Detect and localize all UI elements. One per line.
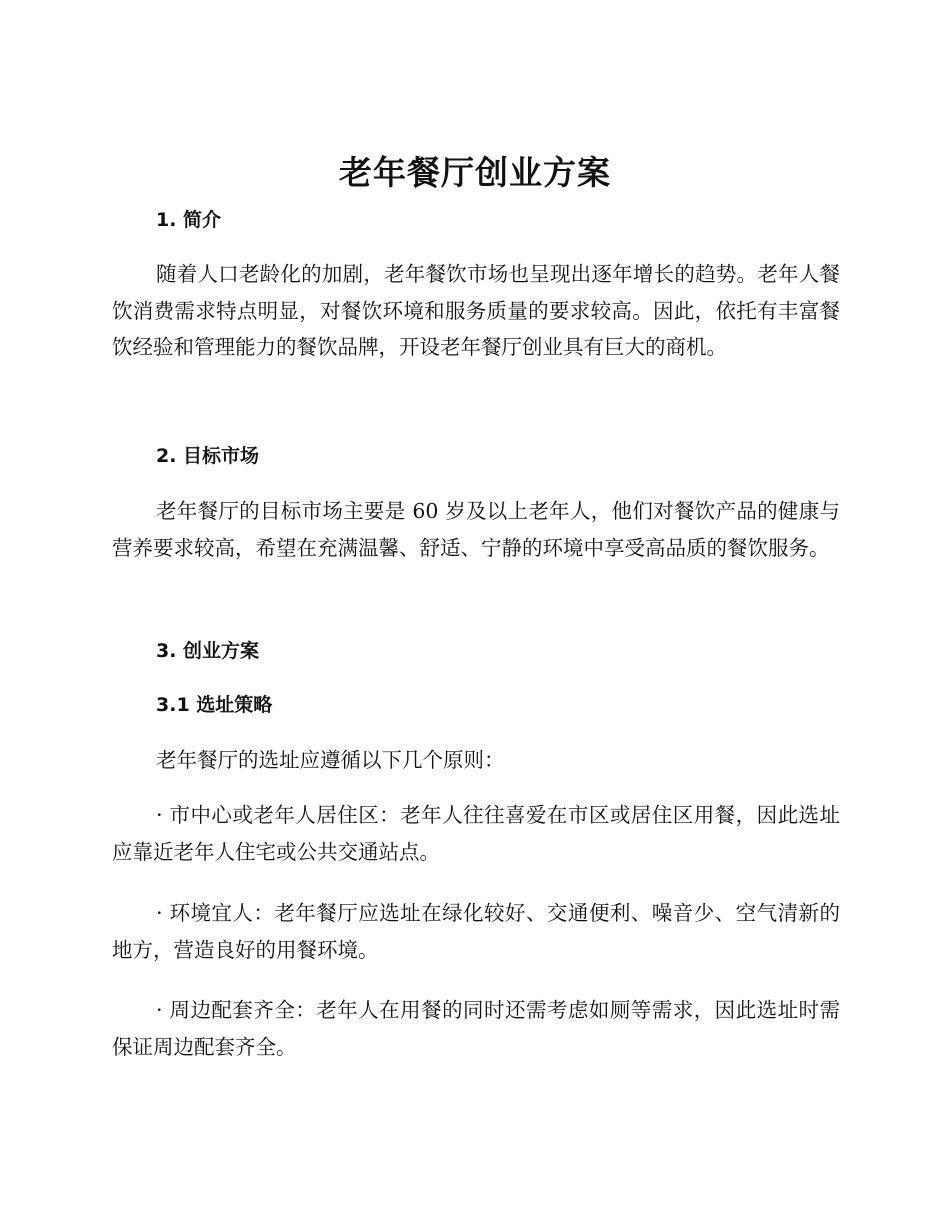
list-item: · 环境宜人：老年餐厅应选址在绿化较好、交通便利、噪音少、空气清新的地方，营造良好的用餐环境。 <box>112 901 840 962</box>
target-market-paragraph: 老年餐厅的目标市场主要是 60 岁及以上老年人，他们对餐饮产品的健康与营养要求较高，希望在充满温馨、舒适、宁静的环境中享受高品质的餐饮服务。 <box>112 499 840 560</box>
document-title: 老年餐厅创业方案 <box>339 153 611 192</box>
section-heading-intro: 1. 简介 <box>156 209 222 231</box>
section-heading-target-market: 2. 目标市场 <box>156 445 260 467</box>
section-heading-business-plan: 3. 创业方案 <box>156 640 260 662</box>
intro-paragraph: 随着人口老龄化的加剧，老年餐饮市场也呈现出逐年增长的趋势。老年人餐饮消费需求特点明显，对餐饮环境和服务质量的要求较高。因此，依托有丰富餐饮经验和管理能力的餐饮品牌，开设老年餐厅创业具有巨大的商机。 <box>112 262 840 359</box>
section-heading-site-strategy: 3.1 选址策略 <box>156 694 273 716</box>
site-strategy-intro: 老年餐厅的选址应遵循以下几个原则： <box>156 748 505 772</box>
list-item: · 周边配套齐全：老年人在用餐的同时还需考虑如厕等需求，因此选址时需保证周边配套齐全。 <box>112 998 840 1059</box>
list-item: · 市中心或老年人居住区：老年人往往喜爱在市区或居住区用餐，因此选址应靠近老年人住宅或公共交通站点。 <box>112 803 840 864</box>
